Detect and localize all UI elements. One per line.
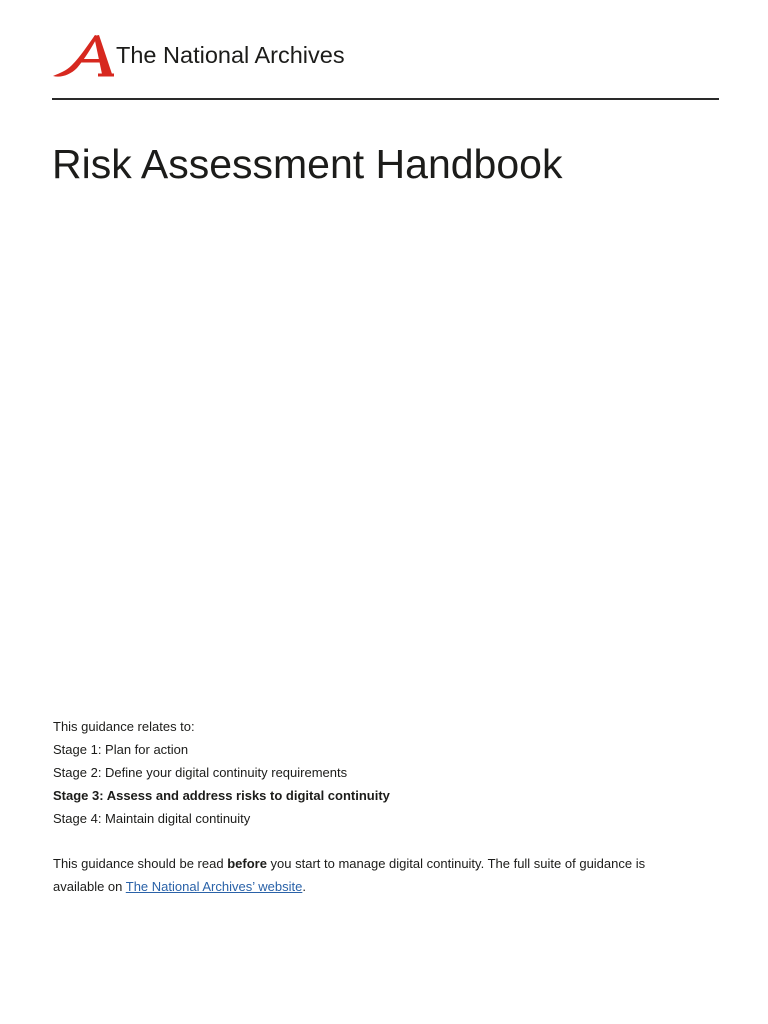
stage-item-3: Stage 3: Assess and address risks to digital continuity [53,788,390,803]
stage-item-1: Stage 1: Plan for action [53,742,189,757]
stage-item-4: Stage 4: Maintain digital continuity [53,811,251,826]
stages-section [53,715,390,830]
stages-intro: This guidance relates to: [53,719,195,734]
national-archives-a-logo-icon [52,33,114,79]
reading-note-emphasis: before [227,856,267,871]
reading-note-line-1 [53,852,645,875]
reading-note-text: you start to manage digital continuity. The full suite of guidance is [266,856,646,871]
organisation-name: The National Archives [116,42,345,68]
national-archives-logo [52,33,114,79]
reading-note-text: available on [53,879,126,894]
reading-note-line-2 [53,875,645,898]
reading-note [53,852,645,898]
document-title: Risk Assessment Handbook [52,141,563,187]
stage-item-2: Stage 2: Define your digital continuity requirements [53,765,348,780]
national-archives-website-link[interactable]: The National Archives’ website [125,879,303,894]
reading-note-text: . [302,879,306,894]
reading-note-text: This guidance should be read [53,856,228,871]
header-divider [52,98,719,100]
